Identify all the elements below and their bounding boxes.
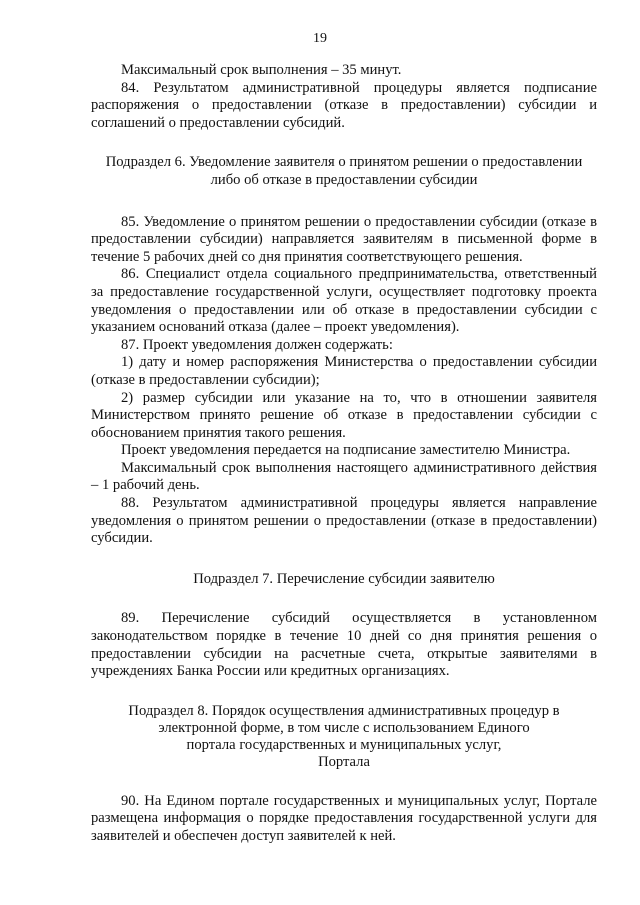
paragraph: 89. Перечисление субсидий осуществляется в установленном законодательством порядке в течение 10 дней со дня принятия решения о предоставлении субсидии на расчетные счета, открытые заявителями в учреждениях Банка России или кредитных организациях. (91, 610, 597, 680)
paragraph: 84. Результатом административной процедуры является подписание распоряжения о предоставлении (отказе в предоставлении) субсидии и соглашений о предоставлении субсидий. (91, 79, 597, 131)
paragraph: 88. Результатом административной процедуры является направление уведомления о принятом решении о предоставлении (отказе в предоставлении) субсидии. (91, 495, 597, 547)
page-number: 19 (313, 31, 327, 46)
list-item: 1) дату и номер распоряжения Министерства о предоставлении субсидии (отказе в предоставлении субсидии); (91, 354, 597, 388)
list-item: 2) размер субсидии или указание на то, что в отношении заявителя Министерством принято решение об отказе в предоставлении субсидии с обоснованием принятия такого решения. (91, 389, 597, 441)
paragraph: 85. Уведомление о принятом решении о предоставлении субсидии (отказе в предоставлении субсидии) направляется заявителям в письменной форме в течение 5 рабочих дней со дня принятия соответствующего решения. (91, 213, 597, 265)
heading-line: электронной форме, в том числе с использованием Единого (158, 719, 530, 736)
document-body (91, 62, 597, 846)
paragraph: 86. Специалист отдела социального предпринимательства, ответственный за предоставление государственной услуги, осуществляет подготовку проекта уведомления о предоставлении или об отказе в предоставлении субсидии с указанием оснований отказа (далее – проект уведомления). (91, 266, 597, 336)
section-heading (91, 703, 597, 771)
paragraph: Проект уведомления передается на подписание заместителю Министра. (121, 442, 571, 459)
paragraph: Максимальный срок выполнения – 35 минут. (121, 62, 402, 78)
heading-line: Подраздел 8. Порядок осуществления административных процедур в (128, 702, 560, 719)
section-heading: Подраздел 7. Перечисление субсидии заявителю (193, 570, 495, 587)
heading-line: портала государственных и муниципальных услуг, (186, 736, 502, 753)
paragraph: 90. На Едином портале государственных и муниципальных услуг, Портале размещена информация о порядке предоставления государственной услуги для заявителей и обеспечен доступ заявителей к ней. (91, 792, 597, 844)
paragraph: Максимальный срок выполнения настоящего административного действия – 1 рабочий день. (91, 459, 597, 494)
section-heading: Подраздел 6. Уведомление заявителя о принятом решении о предоставлении либо об отказе в предоставлении субсидии (105, 154, 583, 188)
heading-line: Портала (318, 753, 370, 770)
paragraph: 87. Проект уведомления должен содержать: (121, 336, 393, 353)
